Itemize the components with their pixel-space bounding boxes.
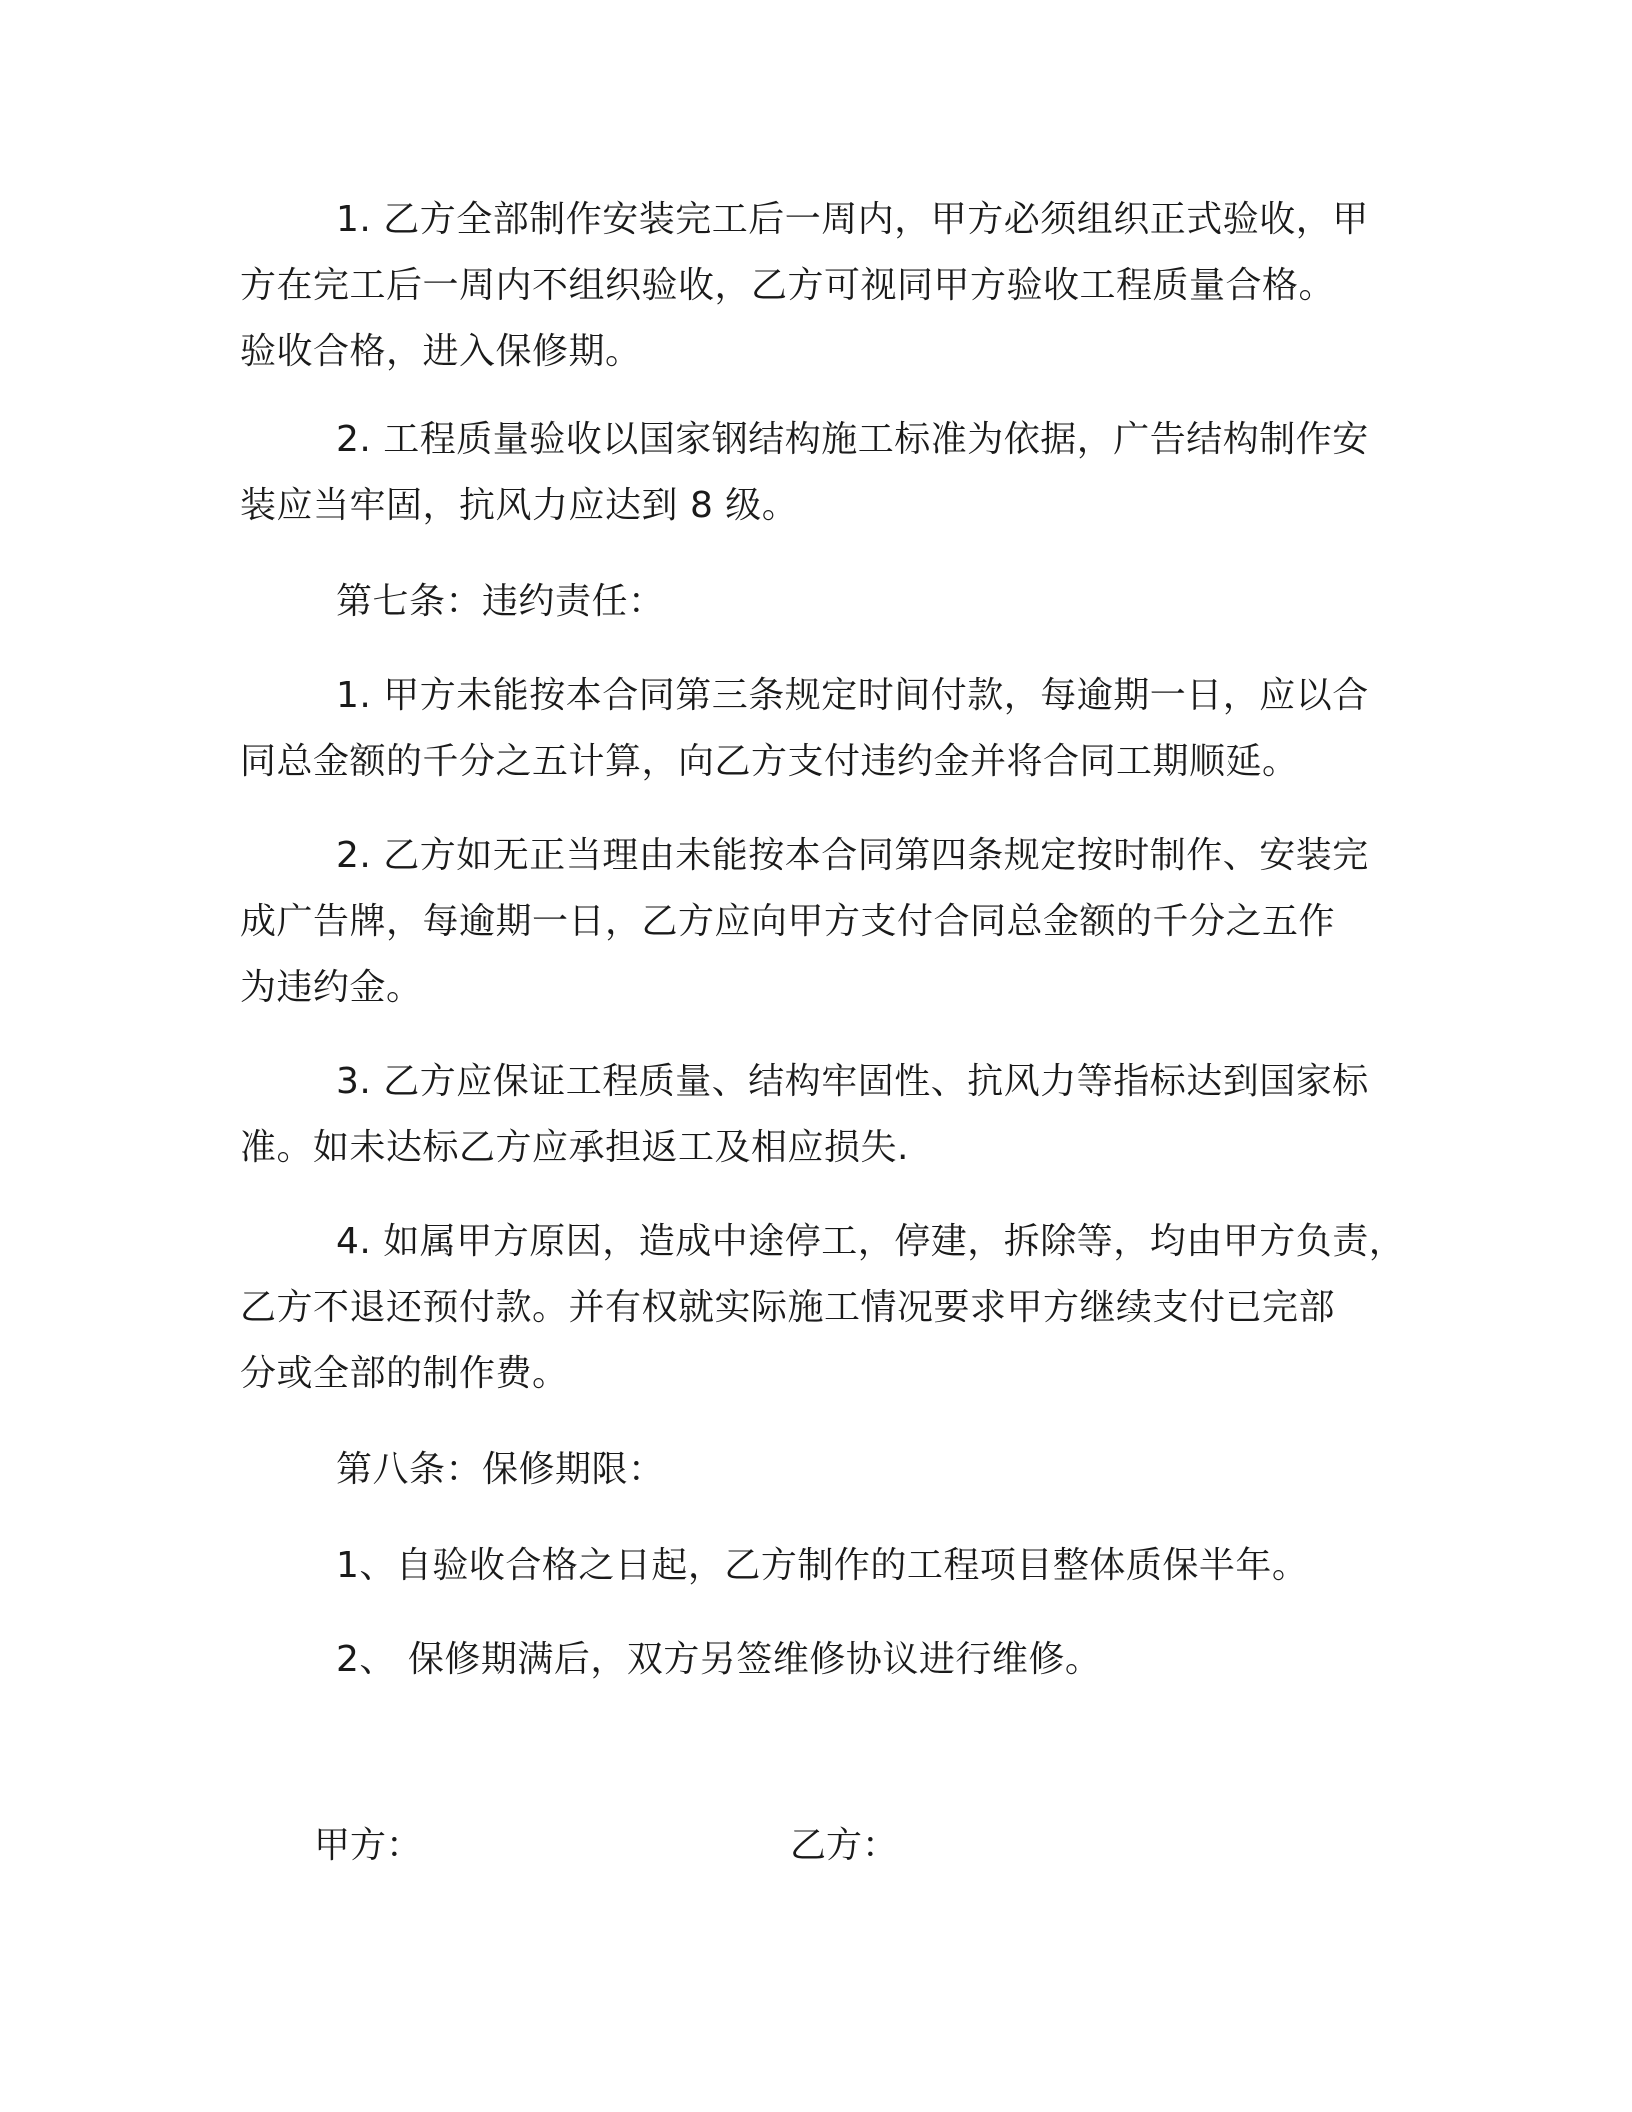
clause-7-item-3-line-2: 准。如未达标乙方应承担返工及相应损失. [240, 1127, 909, 1168]
clause-7-item-2-line-2: 成广告牌，每逾期一日，乙方应向甲方支付合同总金额的千分之五作 [240, 901, 1336, 942]
clause-6-item-1-line-2: 方在完工后一周内不组织验收，乙方可视同甲方验收工程质量合格。 [240, 265, 1336, 306]
clause-6-item-1-line-3: 验收合格，进入保修期。 [240, 331, 642, 372]
party-a-signature-label: 甲方： [314, 1825, 423, 1866]
clause-7-item-2-line-3: 为违约金。 [240, 967, 423, 1008]
clause-7-item-4-line-2: 乙方不退还预付款。并有权就实际施工情况要求甲方继续支付已完部 [240, 1287, 1336, 1328]
clause-7-item-1-line-1: 1. 甲方未能按本合同第三条规定时间付款，每逾期一日，应以合 [336, 675, 1369, 716]
clause-7-item-4-line-1: 4. 如属甲方原因，造成中途停工，停建，拆除等，均由甲方负责， [336, 1221, 1406, 1262]
clause-8-item-1: 1、自验收合格之日起，乙方制作的工程项目整体质保半年。 [336, 1545, 1309, 1586]
party-b-signature-label: 乙方： [790, 1825, 899, 1866]
clause-8-item-2: 2、 保修期满后，双方另签维修协议进行维修。 [336, 1639, 1102, 1680]
clause-7-item-4-line-3: 分或全部的制作费。 [240, 1353, 569, 1394]
clause-7-item-1-line-2: 同总金额的千分之五计算，向乙方支付违约金并将合同工期顺延。 [240, 741, 1299, 782]
clause-8-heading: 第八条：保修期限： [336, 1449, 665, 1490]
clause-7-item-3-line-1: 3. 乙方应保证工程质量、结构牢固性、抗风力等指标达到国家标 [336, 1061, 1369, 1102]
clause-7-heading: 第七条：违约责任： [336, 581, 665, 622]
clause-6-item-2-line-1: 2. 工程质量验收以国家钢结构施工标准为依据，广告结构制作安 [336, 419, 1369, 460]
clause-6-item-2-line-2: 装应当牢固，抗风力应达到 8 级。 [240, 485, 799, 526]
clause-6-item-1-line-1: 1. 乙方全部制作安装完工后一周内，甲方必须组织正式验收，甲 [336, 199, 1369, 240]
clause-7-item-2-line-1: 2. 乙方如无正当理由未能按本合同第四条规定按时制作、安装完 [336, 835, 1369, 876]
